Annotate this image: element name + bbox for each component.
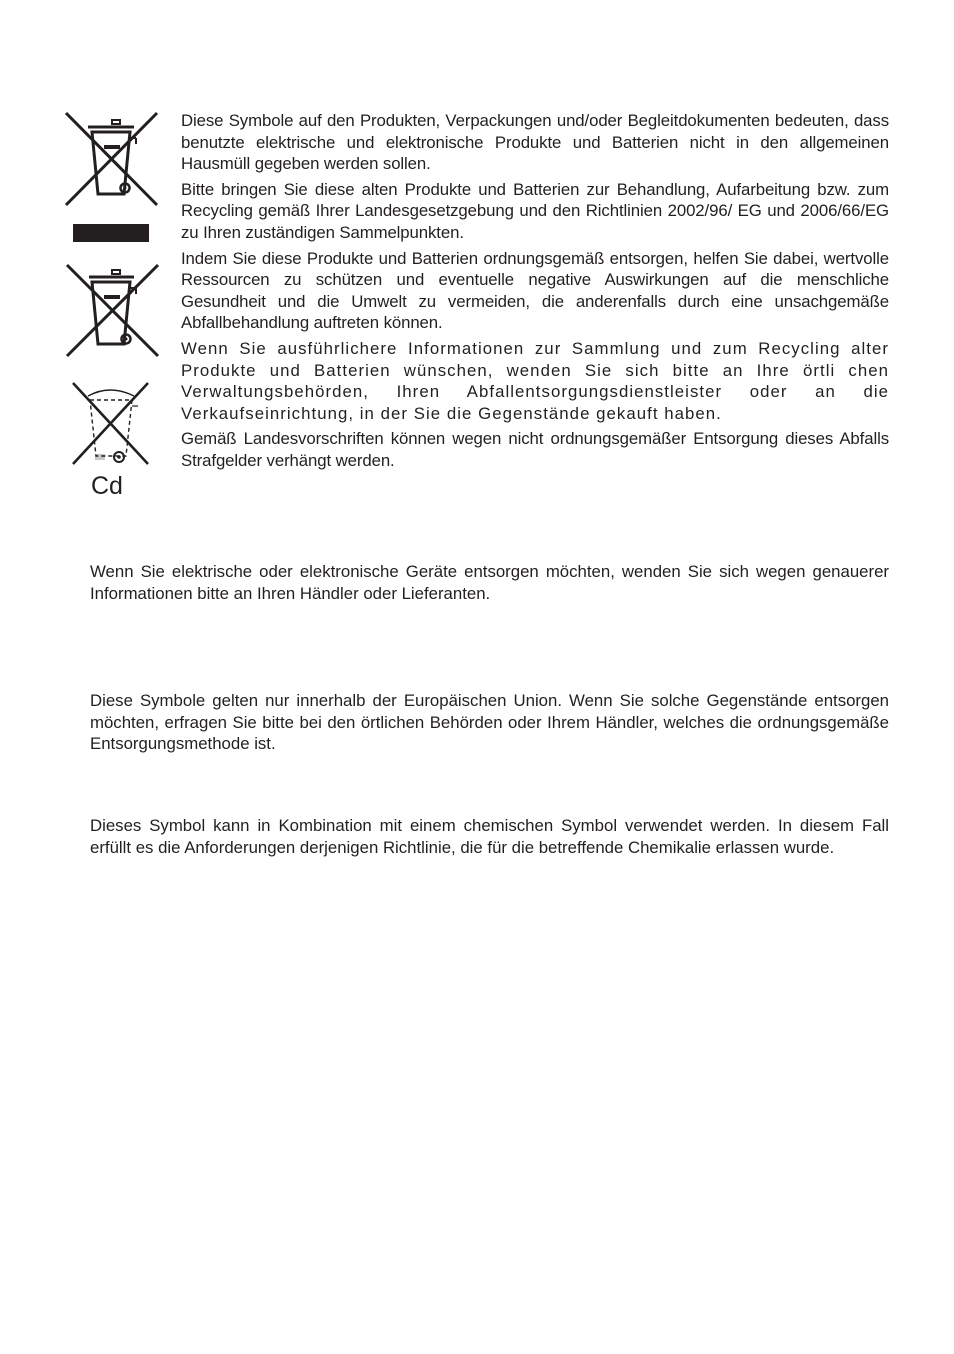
intro-paragraph: Gemäß Landesvorschriften können wegen nicht ordnungsgemäßer Entsorgung dieses Abfalls Strafgelder verhängt werden. (181, 429, 889, 470)
body-paragraph-dealer-info: Wenn Sie elektrische oder elektronische Geräte entsorgen möchten, wenden Sie sich wegen genauerer Informationen bitte an Ihren Händler oder Lieferanten. (90, 562, 889, 603)
intro-paragraph: Bitte bringen Sie diese alten Produkte und Batterien zur Behandlung, Aufarbeitung bzw. zum Recycling gemäß Ihrer Landesgesetzgebung und den Richtlinien 2002/96/ EG und 2006/66/EG zu Ihren zuständigen Sammelpunkten. (181, 179, 889, 242)
crossed-out-wheeled-bin-with-bar-icon (64, 110, 160, 246)
chemical-symbol-label: Cd (91, 472, 123, 500)
intro-paragraph: Indem Sie diese Produkte und Batterien ordnungsgemäß entsorgen, helfen Sie dabei, wertvolle Ressourcen zu schützen und eventuelle negative Auswirkungen auf die menschliche Gesundheit und die Umwelt zu vermeiden, die anderenfalls durch eine unsachgemäße Abfallbehandlung auftreten können. (181, 248, 889, 333)
intro-paragraph: Wenn Sie ausführlichere Informationen zur Sammlung und zum Recycling alter Produkte und Batterien wünschen, wenden Sie sich bitte an Ihre örtli chen Verwaltungsbehörden, Ihren Abfallentsorgungsdienstleister oder an die Verkaufseinrichtung, in der Sie die Gegenstände gekauft haben. (181, 338, 889, 423)
intro-paragraph: Diese Symbole auf den Produkten, Verpackungen und/oder Begleitdokumenten bedeuten, dass benutzte elektrische und elektronische Produkte und Batterien nicht in den allgemeinen Hausmüll gegeben werden sollen. (181, 111, 889, 174)
body-paragraph-eu-scope: Diese Symbole gelten nur innerhalb der Europäischen Union. Wenn Sie solche Gegenstände entsorgen möchten, erfragen Sie bitte bei den örtlichen Behörden oder Ihrem Händler, welches die ordnungsgemäße Entsorgungsmethode ist. (90, 691, 889, 754)
crossed-out-wheeled-bin-dashed-icon (70, 380, 150, 470)
intro-text-block (181, 110, 889, 476)
body-paragraph-chemical-symbol: Dieses Symbol kann in Kombination mit einem chemischen Symbol verwendet werden. In diesem Fall erfüllt es die Anforderungen derjenigen Richtlinie, die für die betreffende Chemikalie erlassen wurde. (90, 816, 889, 857)
crossed-out-wheeled-bin-icon (64, 262, 160, 358)
